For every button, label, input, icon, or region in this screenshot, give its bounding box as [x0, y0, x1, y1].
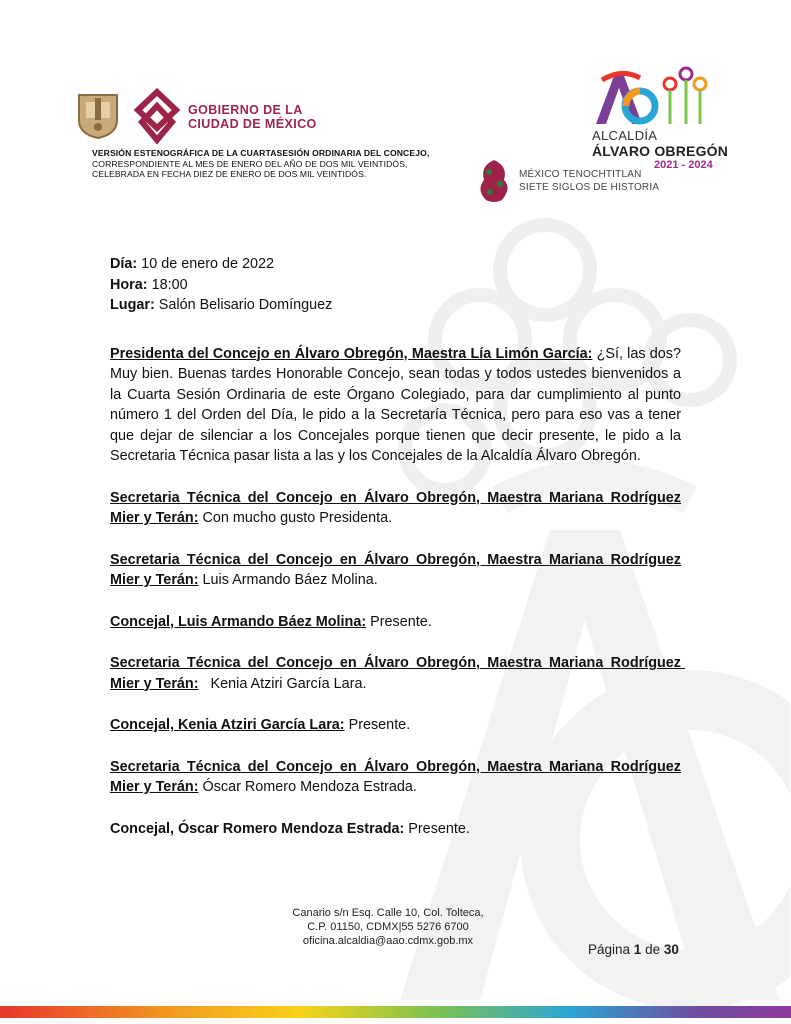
transcript-entry — [110, 612, 681, 633]
alcaldia-logo-icon — [592, 66, 714, 128]
speech-text: Luis Armando Báez Molina. — [198, 572, 378, 588]
gov-line-2: CIUDAD DE MÉXICO — [188, 117, 317, 131]
government-name — [188, 103, 317, 131]
transcript-entry — [110, 550, 681, 591]
transcript-entry — [110, 757, 681, 798]
transcript-entry — [110, 715, 681, 736]
transcript-entry — [110, 344, 681, 467]
speaker-name: Secretaria Técnica del Concejo en Álvaro Obregón, Maestra Mariana Rodríguez Mier y Terán: — [110, 655, 685, 692]
alcaldia-line-1: ALCALDÍA — [592, 128, 658, 143]
speech-text: Kenia Atziri García Lara. — [198, 675, 367, 692]
transcript-entry — [110, 653, 685, 694]
page-current: 1 — [633, 942, 642, 957]
speaker-name: Concejal, Óscar Romero Mendoza Estrada: — [110, 820, 405, 837]
cdmx-logo-icon — [132, 88, 182, 144]
speaker-name: Presidenta del Concejo en Álvaro Obregón, Maestra Lía Limón García: — [110, 345, 593, 362]
rainbow-footer-bar — [0, 1006, 791, 1018]
alcaldia-line-2: ÁLVARO OBREGÓN — [592, 143, 729, 159]
address-line-2: C.P. 01150, CDMX|55 5276 6700 — [307, 921, 469, 933]
meta-hour — [110, 275, 681, 296]
transcript-entry — [110, 488, 681, 529]
page-number — [588, 942, 679, 957]
page-of: de — [641, 942, 664, 957]
gov-line-1: GOBIERNO DE LA — [188, 103, 303, 117]
page-total: 30 — [663, 942, 679, 957]
speaker-name: Concejal, Kenia Atziri García Lara: — [110, 717, 345, 733]
day-label: Día: — [110, 256, 138, 272]
caption-line-2: CORRESPONDIENTE AL MES DE ENERO DEL AÑO DE DOS MIL VEINTIDÓS, — [92, 158, 408, 169]
hour-label: Hora: — [110, 276, 148, 293]
document-body — [110, 254, 685, 839]
address-line-1: Canario s/n Esq. Calle 10, Col. Tolteca, — [292, 907, 484, 919]
alcaldia-years: 2021 - 2024 — [654, 159, 713, 171]
meta-day — [110, 254, 681, 275]
hour-value: 18:00 — [147, 276, 188, 293]
transcript-entry — [110, 819, 681, 840]
footer-address — [283, 906, 493, 948]
speech-text: Presente. — [344, 717, 411, 733]
speaker-name: Secretaria Técnica del Concejo en Álvaro Obregón, Maestra Mariana Rodríguez Mier y Terán: — [110, 551, 681, 588]
meta-place — [110, 295, 681, 316]
page-label: Página — [588, 942, 634, 957]
mx-line-1: MÉXICO TENOCHTITLAN — [519, 169, 642, 180]
coat-of-arms-icon — [76, 92, 120, 140]
speech-text: Óscar Romero Mendoza Estrada. — [198, 779, 417, 795]
tenochtitlan-caption — [519, 168, 659, 194]
caption-line-1: VERSIÓN ESTENOGRÁFICA DE LA CUARTASESIÓN ORDINARIA DEL CONCEJO, — [92, 148, 430, 158]
alcaldia-name — [592, 128, 728, 171]
document-caption — [92, 148, 462, 180]
day-value: 10 de enero de 2022 — [137, 256, 275, 272]
speech-text: Presente. — [366, 613, 432, 630]
caption-line-3: CELEBRADA EN FECHA DIEZ DE ENERO DE DOS MIL VEINTIDÓS. — [92, 169, 367, 179]
address-email: oficina.alcaldia@aao.cdmx.gob.mx — [302, 935, 474, 947]
mx-line-2: SIETE SIGLOS DE HISTORIA — [519, 182, 660, 193]
speaker-name: Secretaria Técnica del Concejo en Álvaro Obregón, Maestra Mariana Rodríguez Mier y Terán: — [110, 758, 681, 795]
tenochtitlan-emblem-icon — [474, 156, 514, 206]
place-value: Salón Belisario Domínguez — [154, 297, 333, 313]
speech-text: ¿Sí, las dos? Muy bien. Buenas tardes Honorable Concejo, sean todas y todos ustedes bienvenidos a la Cuarta Sesión Ordinaria de este Órgano Colegiado, para dar cumplimiento al punto número 1 del Orden del Día, le pido a la Secretaría Técnica, pero para eso vas a tener que dejar de silenciar a los Concejales porque tienen que decir presente, le pido a la Secretaria Técnica pasar lista a las y los Concejales de la Alcaldía Álvaro Obregón. — [110, 345, 681, 464]
speech-text: Con mucho gusto Presidenta. — [198, 510, 393, 526]
speaker-name: Concejal, Luis Armando Báez Molina: — [110, 613, 367, 630]
speech-text: Presente. — [404, 820, 470, 837]
speaker-name: Secretaria Técnica del Concejo en Álvaro Obregón, Maestra Mariana Rodríguez Mier y Terán: — [110, 489, 681, 526]
place-label: Lugar: — [110, 297, 155, 313]
